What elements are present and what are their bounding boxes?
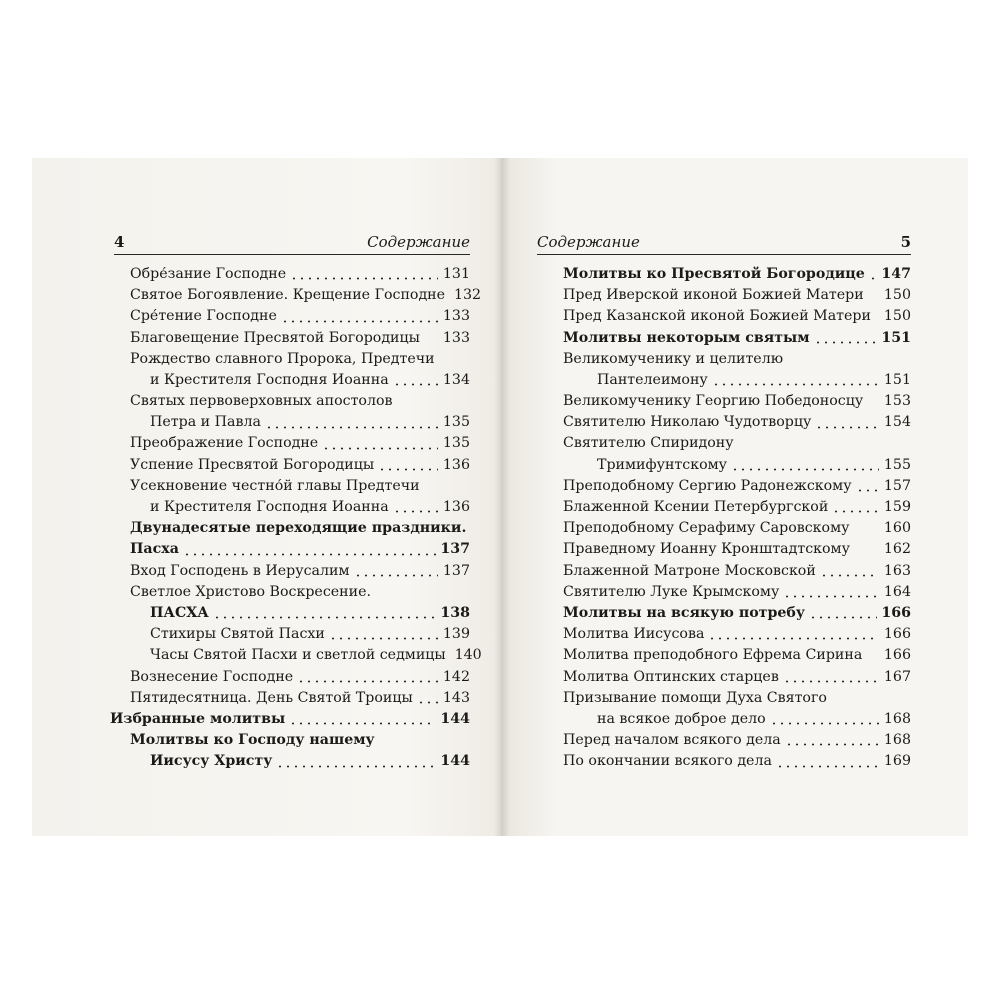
toc-entry-page-number: 153 — [883, 393, 911, 410]
toc-leader-dots — [322, 447, 438, 450]
toc-entry-page-number: 164 — [883, 583, 911, 600]
toc-entry — [563, 391, 911, 412]
toc-entry-title: Молитва преподобного Ефрема Сирина — [563, 647, 863, 664]
toc-entry-page-number: 133 — [442, 329, 470, 346]
toc-entry-title: и Крестителя Господня Иоанна — [150, 499, 389, 516]
toc-leader-dots — [712, 383, 879, 386]
toc-entry-page-number: 138 — [440, 604, 470, 621]
toc-entry — [110, 709, 470, 730]
toc-entry-title: Обре́зание Господне — [130, 265, 287, 282]
toc-entry-page-number: 169 — [883, 753, 911, 770]
toc-entry-page-number: 140 — [454, 647, 482, 664]
toc-leader-dots — [832, 510, 879, 513]
toc-entry — [563, 645, 911, 666]
toc-entry — [563, 497, 911, 518]
toc-entry-page-number: 142 — [442, 668, 470, 685]
toc-leader-dots — [820, 574, 879, 577]
toc-entry — [563, 349, 911, 370]
toc-entry-title: Пасха — [130, 541, 179, 558]
toc-entry-page-number: 131 — [442, 265, 470, 282]
toc-entry-page-number: 154 — [883, 414, 911, 431]
toc-entry — [563, 667, 911, 688]
toc-entry-page-number: 166 — [883, 626, 911, 643]
toc-entry-title: Вознесение Господне — [130, 668, 294, 685]
toc-entry-title: Пятидесятница. День Святой Троицы — [130, 689, 413, 706]
toc-entry-page-number: 136 — [442, 456, 470, 473]
toc-entry-title: Великомученику Георгию Победоносцу — [563, 393, 864, 410]
toc-entry-title: Святителю Луке Крымскому — [563, 583, 780, 600]
toc-entry — [130, 603, 470, 624]
toc-entry — [130, 624, 470, 645]
toc-entry — [130, 645, 482, 666]
toc-leader-dots — [815, 426, 879, 429]
toc-leader-dots — [290, 277, 438, 280]
toc-entry — [130, 349, 470, 370]
toc-entry-title: Перед началом всякого дела — [563, 732, 781, 749]
toc-leader-dots — [809, 616, 877, 619]
toc-leader-dots — [708, 637, 879, 640]
toc-entry — [130, 264, 470, 285]
toc-entry — [130, 751, 470, 772]
toc-entry — [130, 518, 470, 539]
toc-entry-page-number: 151 — [883, 371, 911, 388]
toc-leader-dots — [814, 341, 878, 344]
left-page-number: 4 — [114, 233, 125, 251]
toc-leader-dots — [776, 765, 879, 768]
toc-entry-title: Преображение Господне — [130, 435, 319, 452]
toc-entry-page-number: 151 — [881, 329, 911, 346]
toc-entry — [563, 730, 911, 751]
toc-entry-title: Двунадесятые переходящие праздники. — [130, 520, 467, 537]
toc-leader-dots — [378, 468, 438, 471]
toc-entry-title: Сре́тение Господне — [130, 308, 277, 325]
toc-entry-title: Великомученику и целителю — [563, 350, 784, 367]
toc-entry — [130, 539, 470, 560]
toc-entry-title: Молитва Иисусова — [563, 626, 705, 643]
toc-entry — [563, 434, 911, 455]
toc-entry — [563, 412, 911, 433]
toc-leader-dots — [393, 383, 438, 386]
toc-entry-title: Иисусу Христу — [150, 753, 273, 770]
left-page — [32, 158, 501, 836]
toc-entry-page-number: 168 — [883, 732, 911, 749]
toc-entry — [130, 306, 470, 327]
toc-entry-title: Святое Богоявление. Крещение Господне — [130, 287, 446, 304]
toc-leader-dots — [289, 722, 436, 725]
toc-leader-dots — [265, 426, 438, 429]
toc-entry — [130, 730, 470, 751]
toc-entry — [563, 455, 911, 476]
toc-entry-title: Избранные молитвы — [110, 710, 286, 727]
toc-entry-page-number: 162 — [883, 541, 911, 558]
toc-entry-title: Светлое Христово Воскресение. — [130, 583, 371, 600]
right-table-of-contents — [563, 264, 911, 773]
toc-entry — [563, 751, 911, 772]
toc-entry-page-number: 143 — [442, 689, 470, 706]
toc-entry — [130, 582, 470, 603]
toc-entry-title: Молитвы ко Пресвятой Богородице — [563, 265, 865, 282]
toc-entry-title: Призывание помощи Духа Святого — [563, 689, 827, 706]
toc-entry — [130, 688, 470, 709]
toc-entry — [130, 391, 470, 412]
toc-entry-page-number: 147 — [881, 265, 911, 282]
toc-entry-title: Часы Святой Пасхи и светлой седмицы — [150, 647, 446, 664]
toc-entry — [563, 539, 911, 560]
toc-entry — [563, 561, 911, 582]
toc-entry — [130, 412, 470, 433]
toc-entry-title: Благовещение Пресвятой Богородицы — [130, 329, 420, 346]
toc-entry — [563, 624, 911, 645]
toc-entry-page-number: 160 — [883, 520, 911, 537]
toc-entry-title: Блаженной Ксении Петербургской — [563, 499, 829, 516]
toc-entry — [563, 518, 911, 539]
toc-entry-title: Молитвы на всякую потребу — [563, 604, 805, 621]
toc-entry-page-number: 137 — [442, 562, 470, 579]
toc-entry-title: Преподобному Сергию Радонежскому — [563, 477, 852, 494]
toc-entry-title: Молитва Оптинских старцев — [563, 668, 779, 685]
toc-leader-dots — [329, 637, 438, 640]
toc-entry — [130, 561, 470, 582]
toc-entry-title: на всякое доброе дело — [597, 710, 766, 727]
toc-entry — [130, 328, 470, 349]
toc-entry — [130, 370, 470, 391]
left-page-header — [114, 230, 470, 255]
toc-entry-page-number: 135 — [442, 414, 470, 431]
toc-entry-page-number: 144 — [440, 710, 470, 727]
toc-entry-page-number: 157 — [883, 477, 911, 494]
toc-entry-title: Петра и Павла — [150, 414, 261, 431]
toc-entry-title: и Крестителя Господня Иоанна — [150, 371, 389, 388]
toc-entry-title: По окончании всякого дела — [563, 753, 772, 770]
toc-leader-dots — [731, 468, 879, 471]
right-running-title: Содержание — [537, 233, 640, 251]
toc-entry — [563, 370, 911, 391]
toc-entry-title: Святителю Спиридону — [563, 435, 734, 452]
toc-entry-title: Молитвы некоторым святым — [563, 329, 810, 346]
toc-leader-dots — [770, 722, 879, 725]
toc-entry-title: Святителю Николаю Чудотворцу — [563, 414, 812, 431]
toc-entry — [563, 264, 911, 285]
toc-entry-page-number: 135 — [442, 435, 470, 452]
toc-entry — [563, 306, 911, 327]
toc-entry-page-number: 166 — [883, 647, 911, 664]
toc-entry-page-number: 150 — [883, 308, 911, 325]
right-page-header — [537, 230, 911, 255]
toc-entry-page-number: 132 — [453, 287, 482, 304]
toc-leader-dots — [297, 680, 438, 683]
book-gutter — [494, 158, 510, 836]
toc-entry-title: Молитвы ко Господу нашему — [130, 732, 375, 749]
toc-leader-dots — [213, 616, 437, 619]
toc-entry-title: Пред Казанской иконой Божией Матери — [563, 308, 871, 325]
toc-entry-title: Стихиры Святой Пасхи — [150, 626, 325, 643]
toc-entry-title: Усекновение честно́й главы Предтечи — [130, 477, 420, 494]
toc-entry-title: Успение Пресвятой Богородицы — [130, 456, 375, 473]
toc-entry-page-number: 139 — [442, 626, 470, 643]
toc-leader-dots — [783, 680, 879, 683]
toc-entry-page-number: 150 — [883, 287, 911, 304]
toc-leader-dots — [783, 595, 879, 598]
toc-entry — [563, 285, 911, 306]
toc-entry-page-number: 155 — [883, 456, 911, 473]
open-book — [32, 158, 968, 836]
toc-entry — [130, 667, 470, 688]
toc-entry-page-number: 167 — [883, 668, 911, 685]
toc-entry — [130, 497, 470, 518]
toc-entry-title: Блаженной Матроне Московской — [563, 562, 816, 579]
toc-entry — [130, 455, 470, 476]
toc-entry-page-number: 137 — [440, 541, 470, 558]
toc-entry — [563, 476, 911, 497]
toc-leader-dots — [785, 743, 879, 746]
toc-entry-title: Вход Господень в Иерусалим — [130, 562, 350, 579]
toc-entry-title: Рождество славного Пророка, Предтечи — [130, 350, 435, 367]
toc-entry-title: Святых первоверховных апостолов — [130, 393, 393, 410]
toc-entry-page-number: 144 — [440, 753, 470, 770]
toc-entry-title: Пред Иверской иконой Божией Матери — [563, 287, 864, 304]
toc-entry-title: Преподобному Серафиму Саровскому — [563, 520, 850, 537]
toc-entry — [563, 709, 911, 730]
toc-leader-dots — [281, 320, 438, 323]
toc-entry — [563, 328, 911, 349]
toc-entry-title: Пантелеимону — [597, 371, 708, 388]
toc-entry-page-number: 159 — [883, 499, 911, 516]
toc-leader-dots — [869, 277, 878, 280]
toc-entry — [563, 582, 911, 603]
toc-leader-dots — [856, 489, 879, 492]
toc-entry-page-number: 168 — [883, 710, 911, 727]
toc-leader-dots — [354, 574, 438, 577]
left-running-title: Содержание — [367, 233, 470, 251]
toc-entry — [563, 688, 911, 709]
toc-entry-page-number: 133 — [442, 308, 470, 325]
toc-entry-title: Праведному Иоанну Кронштадтскому — [563, 541, 850, 558]
toc-entry — [130, 285, 482, 306]
toc-entry-page-number: 163 — [883, 562, 911, 579]
toc-entry-page-number: 134 — [442, 371, 470, 388]
toc-entry — [130, 434, 470, 455]
toc-leader-dots — [417, 701, 438, 704]
toc-leader-dots — [393, 510, 438, 513]
toc-entry-title: ПАСХА — [150, 604, 209, 621]
toc-entry-page-number: 136 — [442, 499, 470, 516]
toc-entry-title: Тримифунтскому — [597, 456, 727, 473]
toc-entry — [563, 603, 911, 624]
right-page-number: 5 — [900, 233, 911, 251]
toc-leader-dots — [183, 553, 436, 556]
toc-entry — [130, 476, 470, 497]
left-table-of-contents — [110, 264, 482, 773]
toc-entry-page-number: 166 — [881, 604, 911, 621]
right-page — [501, 158, 968, 836]
toc-leader-dots — [276, 765, 436, 768]
